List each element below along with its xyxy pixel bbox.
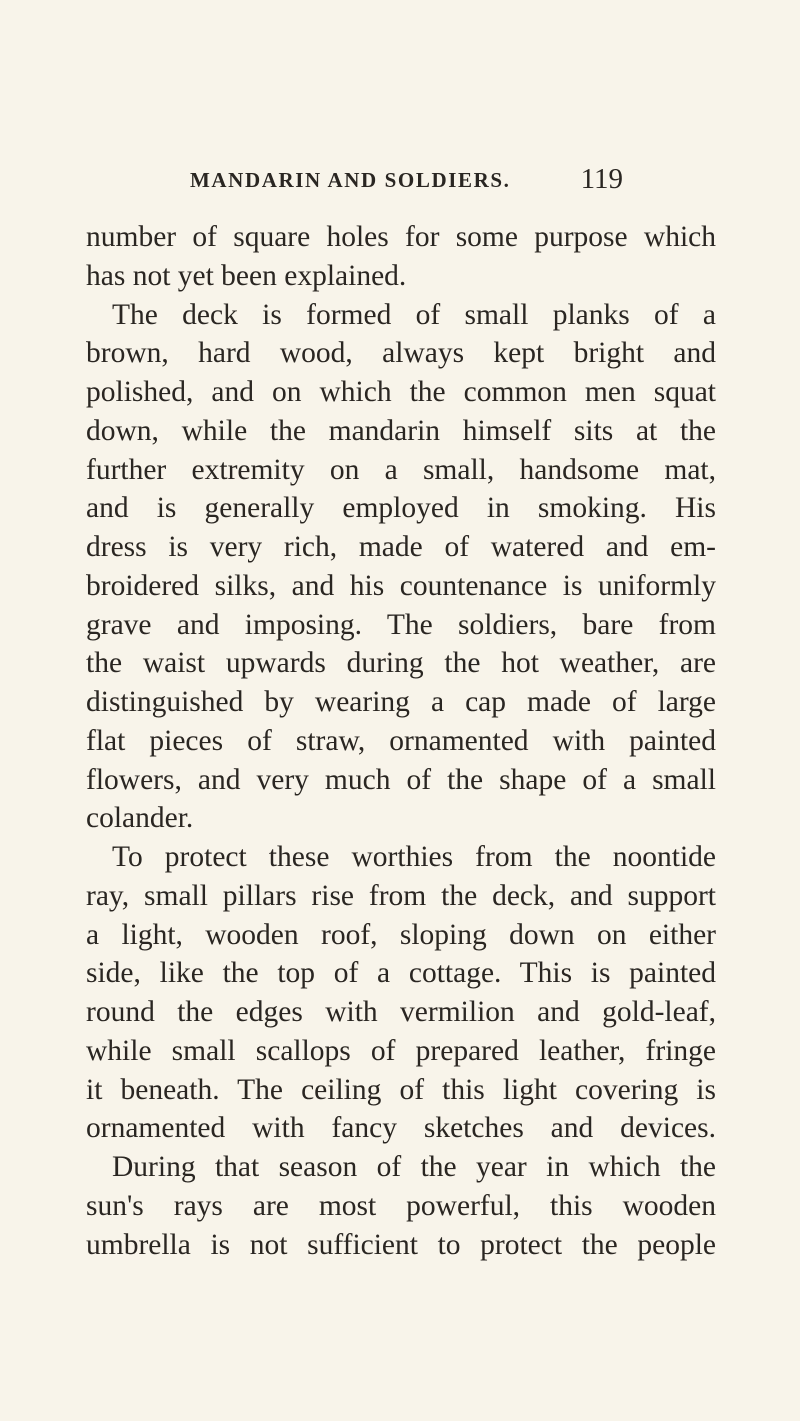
text-line: and is generally employed in smoking. His: [86, 492, 716, 525]
text-line: side, like the top of a cottage. This is painted: [86, 957, 716, 990]
text-line: ray, small pillars rise from the deck, and support: [86, 879, 716, 912]
text-line: a light, wooden roof, sloping down on either: [86, 918, 716, 951]
text-line: brown, hard wood, always kept bright and: [86, 337, 716, 370]
text-line: round the edges with vermilion and gold-leaf,: [86, 996, 716, 1028]
text-line: colander.: [86, 802, 194, 835]
text-line: grave and imposing. The soldiers, bare from: [86, 608, 716, 641]
text-line: broidered silks, and his countenance is uniformly: [86, 569, 716, 602]
text-line: flowers, and very much of the shape of a small: [86, 763, 716, 796]
text-line: The deck is formed of small planks of a: [112, 298, 716, 331]
body-text: [86, 218, 716, 1264]
running-head: [190, 163, 623, 197]
text-line: it beneath. The ceiling of this light covering is: [86, 1073, 716, 1106]
text-line: polished, and on which the common men squat: [86, 376, 716, 408]
text-line: number of square holes for some purpose which: [86, 221, 716, 253]
text-line: further extremity on a small, handsome mat,: [86, 453, 716, 486]
text-line: has not yet been explained.: [86, 259, 407, 292]
text-line: dress is very rich, made of watered and em-: [86, 531, 716, 563]
text-line: During that season of the year in which the: [112, 1151, 716, 1183]
text-line: umbrella is not sufficient to protect the people: [86, 1228, 716, 1261]
page-number: 119: [580, 163, 623, 195]
running-title: MANDARIN AND SOLDIERS.: [190, 168, 511, 192]
text-line: down, while the mandarin himself sits at the: [86, 414, 716, 447]
text-line: the waist upwards during the hot weather, are: [86, 647, 716, 680]
text-line: distinguished by wearing a cap made of large: [86, 686, 716, 718]
text-line: flat pieces of straw, ornamented with painted: [86, 724, 716, 757]
text-line: To protect these worthies from the noontide: [112, 841, 716, 873]
text-line: while small scallops of prepared leather, fringe: [86, 1034, 716, 1067]
text-line: sun's rays are most powerful, this wooden: [86, 1189, 716, 1222]
text-line: ornamented with fancy sketches and devices.: [86, 1112, 716, 1145]
